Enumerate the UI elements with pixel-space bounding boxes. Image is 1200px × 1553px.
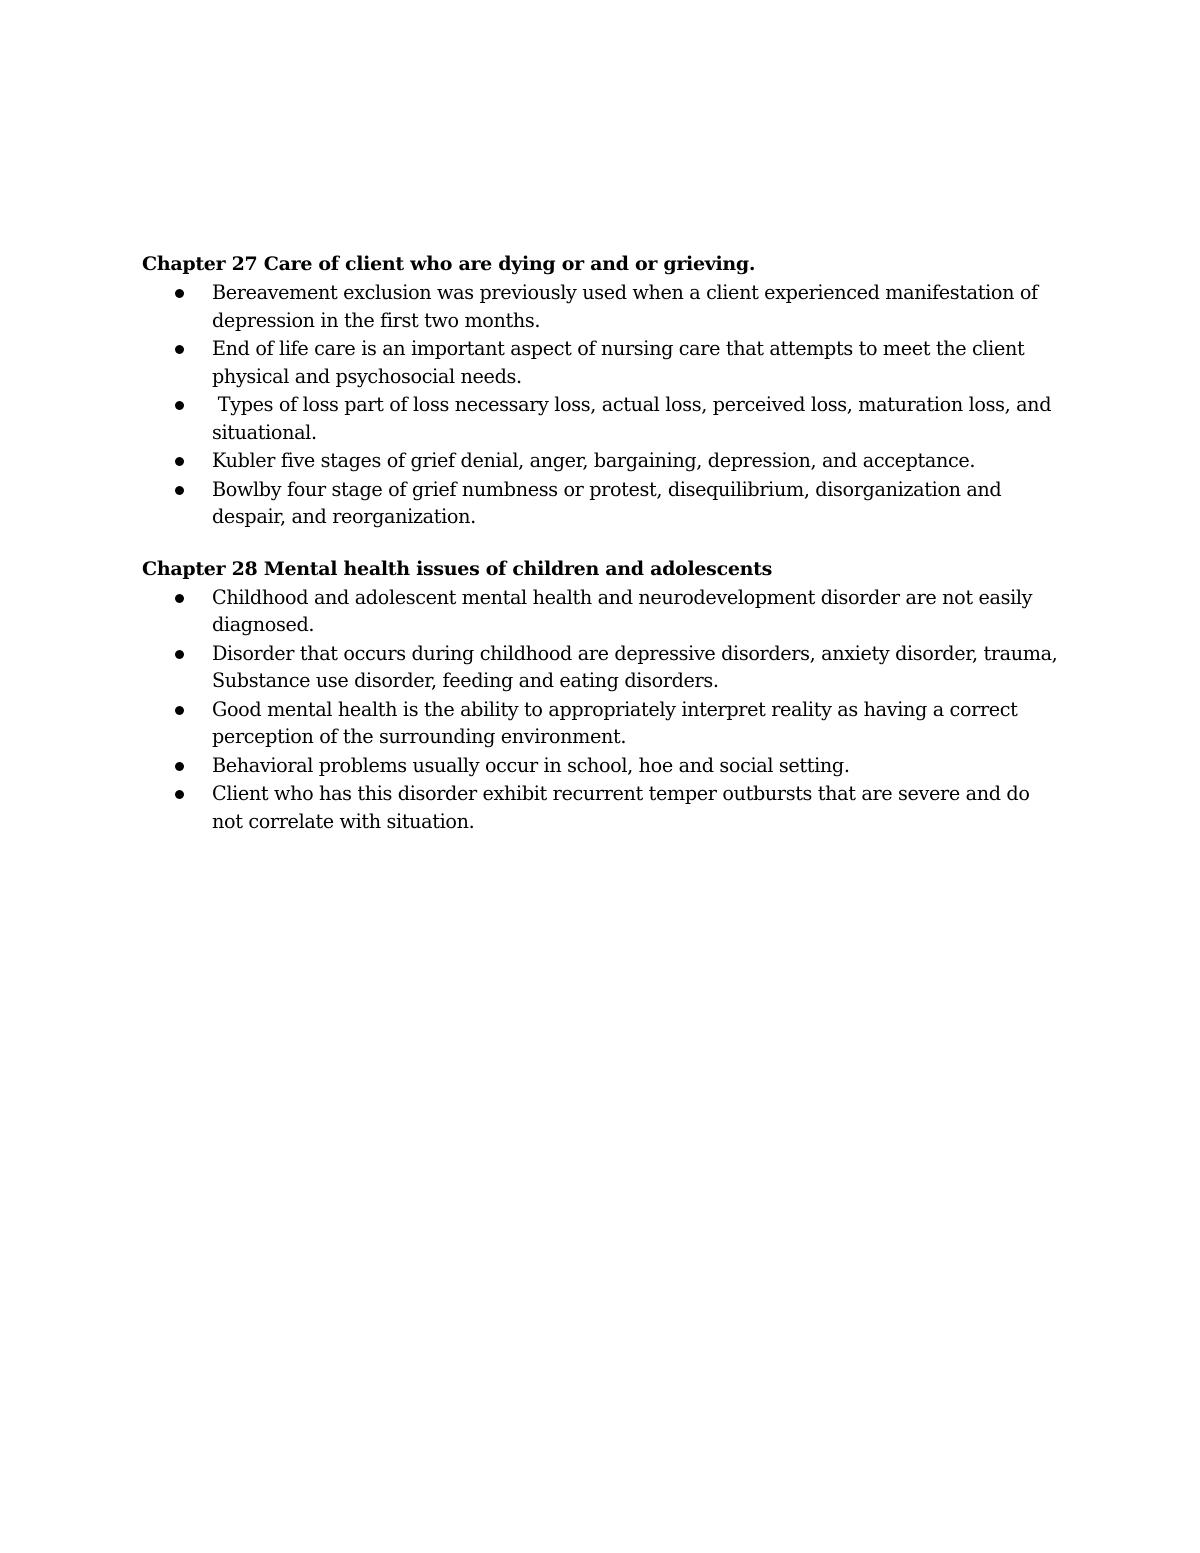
document-content [142, 250, 1062, 835]
chapter-27-section [142, 250, 1062, 531]
list-item [142, 696, 1062, 751]
bullet-icon [175, 486, 184, 495]
bullet-icon [175, 345, 184, 354]
chapter-28-bullet-list [142, 584, 1062, 836]
bullet-icon [175, 762, 184, 771]
list-item-text: Kubler five stages of grief denial, anger, bargaining, depression, and acceptance. [212, 449, 976, 472]
list-item-text: Behavioral problems usually occur in school, hoe and social setting. [212, 753, 850, 777]
list-item-text: Bowlby four stage of grief numbness or protest, disequilibrium, disorganization and despair, and reorganization. [212, 477, 1002, 528]
bullet-icon [175, 706, 184, 715]
list-item-text: Childhood and adolescent mental health and neurodevelopment disorder are not easily diagnosed. [212, 585, 1033, 636]
chapter-27-bullet-list [142, 279, 1062, 531]
list-item [142, 780, 1062, 835]
chapter-28-heading: Chapter 28 Mental health issues of children and adolescents [142, 557, 773, 580]
bullet-icon [175, 650, 184, 659]
list-item-text: Disorder that occurs during childhood are depressive disorders, anxiety disorder, trauma, Substance use disorder, feeding and eating disorders. [212, 641, 1058, 692]
chapter-28-section [142, 555, 1062, 836]
list-item-text: Client who has this disorder exhibit recurrent temper outbursts that are severe and do not correlate with situation. [212, 782, 1030, 833]
bullet-icon [175, 594, 184, 603]
list-item [142, 447, 1062, 475]
list-item-text: Types of loss part of loss necessary loss, actual loss, perceived loss, maturation loss, and situational. [212, 393, 1057, 444]
list-item [142, 584, 1062, 639]
list-item-text: Bereavement exclusion was previously used when a client experienced manifestation of depression in the first two months. [212, 281, 1038, 332]
list-item [142, 335, 1062, 390]
bullet-icon [175, 790, 184, 799]
list-item [142, 640, 1062, 695]
list-item [142, 752, 1062, 780]
list-item [142, 391, 1062, 446]
chapter-27-heading: Chapter 27 Care of client who are dying or and or grieving. [142, 253, 756, 275]
bullet-icon [175, 401, 184, 410]
list-item [142, 476, 1062, 531]
list-item-text: End of life care is an important aspect of nursing care that attempts to meet the client physical and psychosocial needs. [212, 337, 1025, 388]
bullet-icon [175, 457, 184, 466]
list-item-text: Good mental health is the ability to appropriately interpret reality as having a correct perception of the surrounding environment. [212, 697, 1018, 748]
list-item [142, 279, 1062, 334]
bullet-icon [175, 289, 184, 298]
